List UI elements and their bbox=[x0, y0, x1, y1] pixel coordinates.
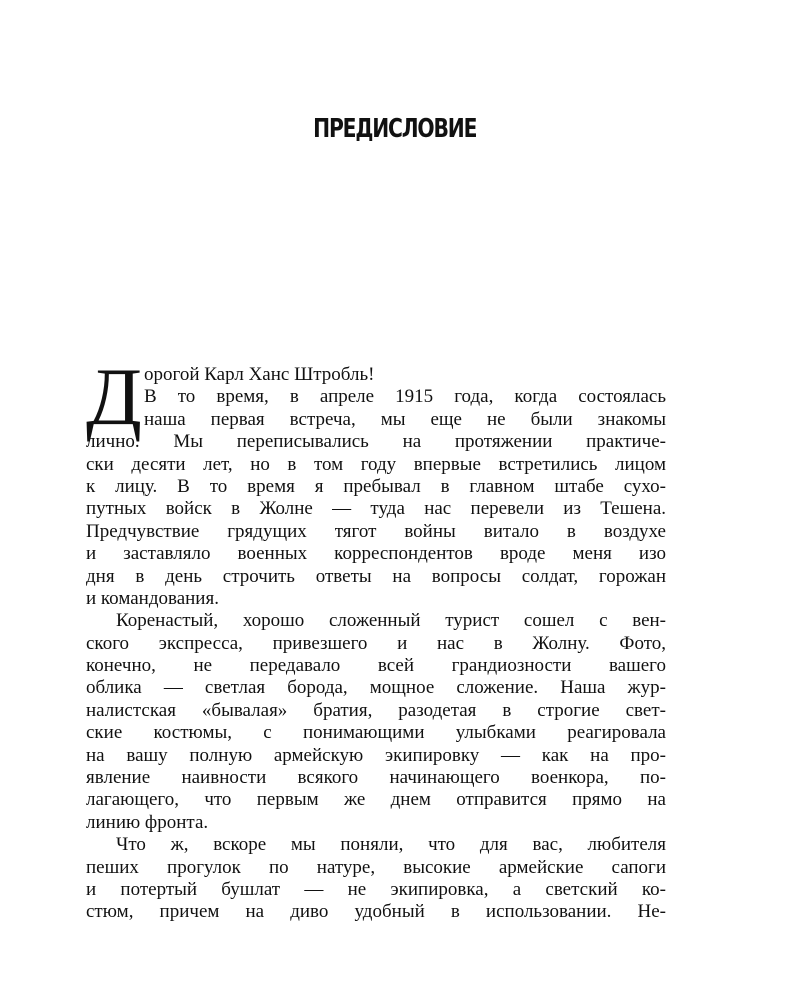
text-line: наша первая встреча, мы еще не были знакомы bbox=[144, 408, 666, 430]
text-line: ского экспресса, привезшего и нас в Жолну. Фото, bbox=[86, 632, 666, 654]
text-line: явление наивности всякого начинающего военкора, по- bbox=[86, 767, 666, 789]
text-line: В то время, в апреле 1915 года, когда состоялась bbox=[144, 386, 666, 408]
text-line: путных войск в Жолне — туда нас перевели из Тешена. bbox=[86, 498, 666, 520]
text-line: Коренастый, хорошо сложенный турист сошел с вен- bbox=[116, 610, 666, 632]
text-line: и командования. bbox=[86, 587, 219, 609]
drop-cap: Д bbox=[86, 351, 142, 442]
text-line: ски десяти лет, но в том году впервые встретились лицом bbox=[86, 453, 666, 475]
page-title: ПРЕДИСЛОВИЕ bbox=[313, 114, 477, 144]
text-line: и заставляло военных корреспондентов вроде меня изо bbox=[86, 543, 666, 565]
text-line: и потертый бушлат — не экипировка, а светский ко- bbox=[86, 878, 666, 900]
body-text bbox=[86, 351, 666, 924]
text-line: на вашу полную армейскую экипировку — как на про- bbox=[86, 744, 666, 766]
text-line: к лицу. В то время я пребывал в главном штабе сухо- bbox=[86, 475, 666, 497]
text-line: дня в день строчить ответы на вопросы солдат, горожан bbox=[86, 565, 666, 587]
text-line: лично. Мы переписывались на протяжении практиче- bbox=[86, 431, 666, 453]
text-line: орогой Карл Ханс Штробль! bbox=[144, 364, 375, 385]
text-line: стюм, причем на диво удобный в использовании. Не- bbox=[86, 901, 666, 923]
text-line: ские костюмы, с понимающими улыбками реагировала bbox=[86, 722, 666, 744]
text-line: пеших прогулок по натуре, высокие армейские сапоги bbox=[86, 856, 666, 878]
text-line: лагающего, что первым же днем отправится прямо на bbox=[86, 789, 666, 811]
text-line: Что ж, вскоре мы поняли, что для вас, любителя bbox=[116, 834, 666, 856]
text-line: налистская «бывалая» братия, разодетая в строгие свет- bbox=[86, 699, 666, 721]
text-line: облика — светлая борода, мощное сложение. Наша жур- bbox=[86, 677, 666, 699]
text-line: конечно, не передавало всей грандиозности вашего bbox=[86, 655, 666, 677]
text-line: Предчувствие грядущих тягот войны витало в воздухе bbox=[86, 520, 666, 542]
text-line: линию фронта. bbox=[86, 811, 209, 833]
